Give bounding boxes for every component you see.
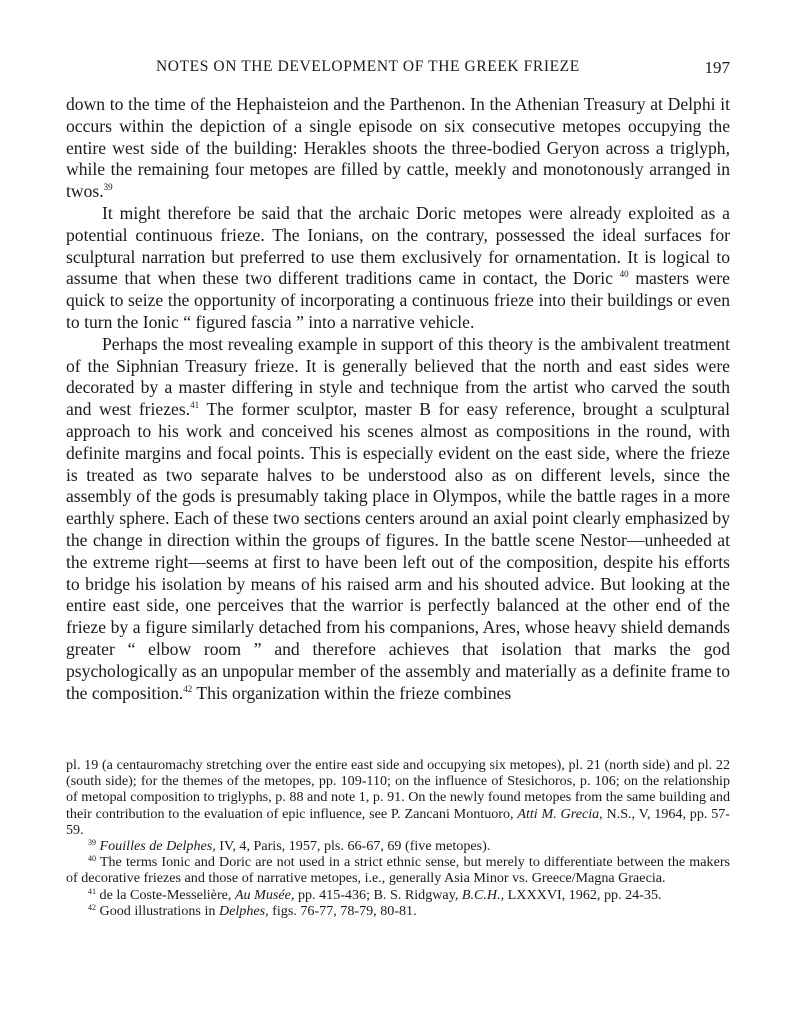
footnote-text: N.S., V, 1964, pp. 57-59. — [66, 805, 730, 838]
paragraph-3 — [66, 334, 730, 705]
paragraph-1 — [66, 94, 730, 203]
footnotes — [66, 757, 730, 919]
paragraph-text: masters were quick to seize the opportunity of incorporating a continuous frieze into their buildings or even to turn the Ionic “ figured fascia ” into a narrative vehicle. — [66, 268, 730, 332]
footnote-ref: 42 — [183, 683, 193, 694]
citation-title: Au Musée, — [234, 886, 295, 903]
paragraph-text: The former sculptor, master B for easy reference, brought a sculptural approach to his work and conceived his scenes almost as compositions in the round, with definite margins and focal points. This is especially evident on the east side, where the frieze is treated as two separate halves to be understood also as on different levels, since the assembly of the gods is presumably taking place in Olympos, while the battle rages in a more earthly sphere. Each of these two sections centers around an axial point clearly emphasized by the change in direction within the groups of figures. In the battle scene Nestor—unheeded at the extreme right—seems at first to have been left out of the composition, despite his efforts to bridge his isolation by means of his raised arm and his shouted advice. But looking at the entire east side, one perceives that the warrior is perfectly balanced at the other end of the frieze by a figure similarly detached from his companions, Ares, whose heavy shield demands greater “ elbow room ” and therefore achieves that isolation that marks the god psychologically as an unpopular member of the assembly and materially as a definite frame to the composition. — [66, 399, 730, 703]
footnote-number: 41 — [88, 886, 96, 896]
footnote-ref: 41 — [190, 400, 200, 411]
footnote-42 — [66, 903, 730, 919]
footnote-text: pp. 415-436; B. S. Ridgway, — [294, 886, 462, 903]
citation-title: Atti M. Grecia, — [517, 805, 603, 822]
footnote-ref: 39 — [103, 182, 113, 193]
page-number: 197 — [704, 58, 730, 77]
footnote-40 — [66, 854, 730, 886]
footnote-number: 42 — [88, 902, 96, 912]
footnote-text: figs. 76-77, 78-79, 80-81. — [268, 902, 417, 919]
paragraph-text: It might therefore be said that the archaic Doric metopes were already exploited as a potential continuous frieze. The Ionians, on the contrary, possessed the ideal surfaces for sculptural narration but preferred to use them exclusively for ornamentation. It is logical to assume that when these two different traditions came in contact, the Doric — [66, 202, 730, 289]
footnote-text: IV, 4, Paris, 1957, pls. 66-67, 69 (five metopes). — [215, 838, 491, 855]
footnote-text: The terms Ionic and Doric are not used in a strict ethnic sense, but merely to differentiate between the makers of decorative friezes and those of narrative metopes, i.e., generally Asia Minor vs. Greece/Magna Graecia. — [66, 854, 730, 887]
footnote-41 — [66, 887, 730, 903]
citation-title: B.C.H., — [461, 886, 505, 903]
running-title: NOTES ON THE DEVELOPMENT OF THE GREEK FRIEZE — [156, 58, 580, 75]
page-header — [66, 58, 730, 80]
paragraph-text: This organization within the frieze combines — [192, 682, 512, 703]
paragraph-text: down to the time of the Hephaisteion and the Parthenon. In the Athenian Treasury at Delphi it occurs within the depiction of a single episode on six consecutive metopes occupying the entire west side of the building: Herakles shoots the three-bodied Geryon across a triglyph, while the remaining four metopes are filled by cattle, meekly and monotonously arranged in twos. — [66, 94, 730, 202]
footnote-text: pl. 19 (a centauromachy stretching over the entire east side and occupying six metopes), pl. 21 (north side) and pl. 22 (south side); for the themes of the metopes, pp. 109-110; on the influence of Stesichoros, p. 106; on the relationship of metopal composition to triglyphs, p. 88 and note 1, p. 91. On the newly found metopes from the same building and their contribution to the evaluation of epic influence, see P. Zancani Montuoro, — [66, 757, 730, 822]
footnote-number: 39 — [88, 838, 96, 848]
footnote-text: de la Coste-Messelière, — [96, 886, 235, 903]
footnote-ref: 40 — [619, 269, 629, 280]
citation-title: Fouilles de Delphes, — [99, 838, 216, 855]
footnote-number: 40 — [88, 854, 96, 864]
body-text — [66, 94, 730, 704]
footnote-39 — [66, 838, 730, 854]
footnote-text: LXXXVI, 1962, pp. 24-35. — [504, 886, 662, 903]
paragraph-2 — [66, 203, 730, 334]
citation-title: Delphes, — [218, 902, 269, 919]
footnote-text: Good illustrations in — [96, 902, 219, 919]
paragraph-text: Perhaps the most revealing example in support of this theory is the ambivalent treatment of the Siphnian Treasury frieze. It is generally believed that the north and east sides were decorated by a master differing in style and technique from the artist who carved the south and west friezes. — [66, 333, 730, 420]
footnote-continuation — [66, 757, 730, 838]
